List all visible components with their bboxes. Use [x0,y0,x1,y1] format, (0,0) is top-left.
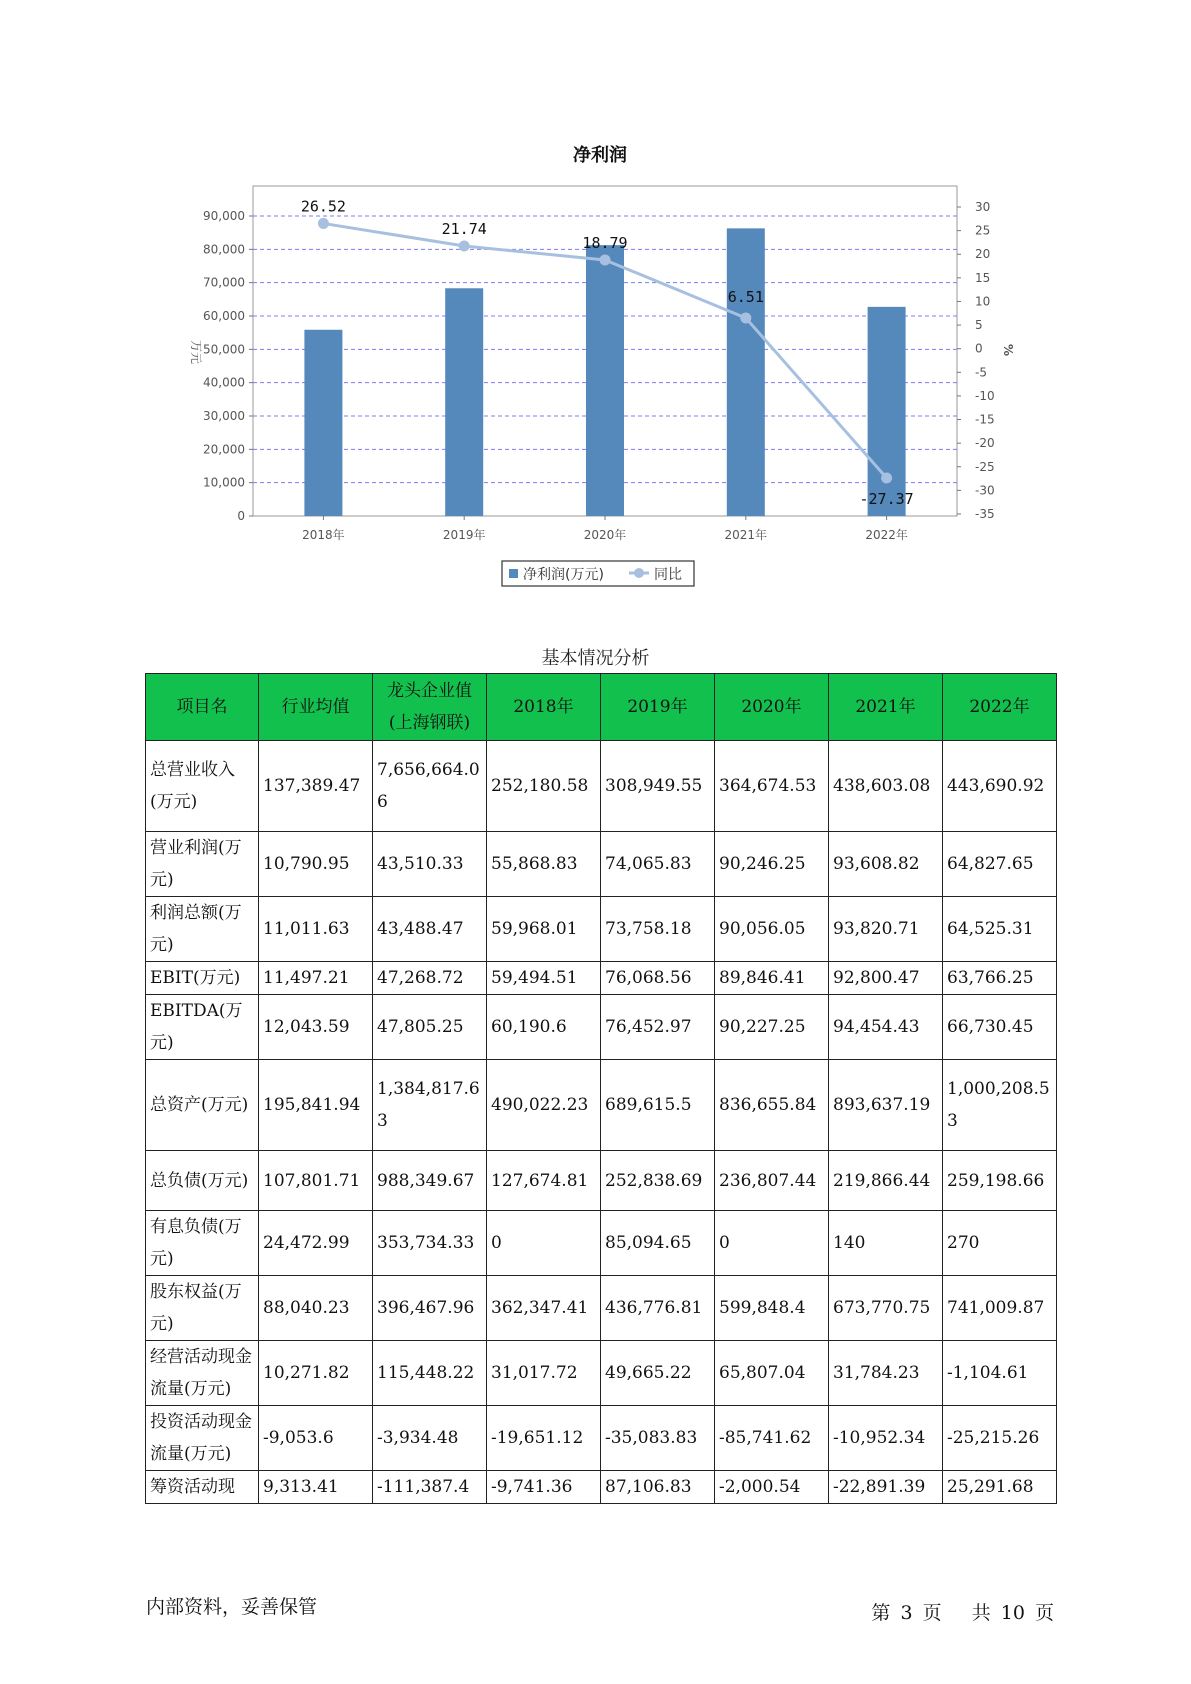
table-row [146,1060,1057,1151]
page-indicator [869,1598,1056,1625]
x-tick-label: 2020年 [583,528,627,542]
table-cell: 689,615.5 [601,1060,715,1151]
table-cell: 59,968.01 [487,897,601,962]
table-cell: -111,387.4 [373,1471,487,1504]
y2-tick-label: -15 [975,412,995,427]
table-cell: 438,603.08 [829,741,943,832]
y2-axis-label: % [1001,343,1015,357]
table-cell: 7,656,664.06 [373,741,487,832]
yoy-data-label: 26.52 [300,197,346,216]
y-tick-label: 10,000 [203,475,245,490]
y-tick-label: 20,000 [203,442,245,457]
table-cell: 59,494.51 [487,962,601,995]
row-label: 利润总额(万元) [146,897,259,962]
table-cell: 490,022.23 [487,1060,601,1151]
table-cell: 364,674.53 [715,741,829,832]
table-header-cell: 龙头企业值(上海钢联) [373,674,487,741]
table-cell: 1,384,817.63 [373,1060,487,1151]
table-cell: 64,525.31 [943,897,1057,962]
legend-line-label: 同比 [654,567,682,583]
table-cell: 252,180.58 [487,741,601,832]
row-label: 投资活动现金流量(万元) [146,1406,259,1471]
table-cell: 43,510.33 [373,832,487,897]
table-cell: 31,017.72 [487,1341,601,1406]
row-label: 总资产(万元) [146,1060,259,1151]
table-cell: 90,246.25 [715,832,829,897]
yoy-point [318,218,329,229]
chart-svg [0,0,1191,600]
table-cell: 43,488.47 [373,897,487,962]
table-cell: 252,838.69 [601,1151,715,1211]
y-tick-label: 70,000 [203,275,245,290]
table-cell: 24,472.99 [259,1211,373,1276]
bar [304,330,342,516]
bar [868,307,906,516]
y2-tick-label: -5 [975,365,987,380]
table-header-row [146,674,1057,741]
table-header-cell: 2019年 [601,674,715,741]
table-cell: 988,349.67 [373,1151,487,1211]
table-cell: -19,651.12 [487,1406,601,1471]
table-cell: -22,891.39 [829,1471,943,1504]
table-row [146,897,1057,962]
table-header-cell: 2018年 [487,674,601,741]
table-cell: 11,497.21 [259,962,373,995]
table-cell: 10,271.82 [259,1341,373,1406]
table-cell: 127,674.81 [487,1151,601,1211]
y2-tick-label: -30 [975,483,995,498]
table-cell: 107,801.71 [259,1151,373,1211]
y2-tick-label: 25 [975,223,991,238]
table-cell: 673,770.75 [829,1276,943,1341]
table-cell: 893,637.19 [829,1060,943,1151]
table-header-cell: 2021年 [829,674,943,741]
table-row [146,1151,1057,1211]
table-cell: -10,952.34 [829,1406,943,1471]
yoy-point [600,254,611,265]
legend-line-marker [634,568,644,578]
table-cell: 396,467.96 [373,1276,487,1341]
yoy-data-label: -27.37 [859,489,914,508]
table-cell: 362,347.41 [487,1276,601,1341]
table-cell: -3,934.48 [373,1406,487,1471]
table-header-cell: 项目名 [146,674,259,741]
table-cell: 195,841.94 [259,1060,373,1151]
table-cell: 115,448.22 [373,1341,487,1406]
table-cell: 49,665.22 [601,1341,715,1406]
table-cell: 66,730.45 [943,995,1057,1060]
bar [445,288,483,516]
table-cell: 1,000,208.53 [943,1060,1057,1151]
y2-tick-label: -25 [975,459,995,474]
yoy-point [740,312,751,323]
y2-tick-label: 20 [975,247,991,262]
table-cell: -9,053.6 [259,1406,373,1471]
table-cell: 31,784.23 [829,1341,943,1406]
page-mid: 页 [922,1602,942,1624]
row-label: EBITDA(万元) [146,995,259,1060]
yoy-point [881,472,892,483]
y2-tick-label: 15 [975,270,991,285]
table-cell: 219,866.44 [829,1151,943,1211]
table-cell: 10,790.95 [259,832,373,897]
row-label: 总营业收入(万元) [146,741,259,832]
table-cell: 47,805.25 [373,995,487,1060]
bar [727,228,765,516]
yoy-data-label: 18.79 [582,233,628,252]
table-cell: 137,389.47 [259,741,373,832]
table-cell: 74,065.83 [601,832,715,897]
table-cell: 88,040.23 [259,1276,373,1341]
table-cell: 60,190.6 [487,995,601,1060]
row-label: 有息负债(万元) [146,1211,259,1276]
y2-tick-label: 10 [975,294,991,309]
y2-tick-label: -20 [975,436,995,451]
table-cell: 836,655.84 [715,1060,829,1151]
table-cell: 741,009.87 [943,1276,1057,1341]
total-suffix: 页 [1034,1602,1054,1624]
confidential-note: 内部资料，妥善保管 [146,1596,318,1618]
y2-tick-label: -10 [975,388,995,403]
table-cell: 599,848.4 [715,1276,829,1341]
chart-title: 净利润 [573,145,627,166]
legend-bar-label: 净利润(万元) [523,567,604,583]
table-row [146,832,1057,897]
table-cell: 11,011.63 [259,897,373,962]
row-label: 筹资活动现 [146,1471,259,1504]
table-cell: 93,608.82 [829,832,943,897]
table-cell: 89,846.41 [715,962,829,995]
x-tick-label: 2022年 [865,528,908,542]
table-row [146,995,1057,1060]
table-cell: 64,827.65 [943,832,1057,897]
table-caption: 基本情况分析 [541,648,650,669]
table-cell: 63,766.25 [943,962,1057,995]
row-label: 股东权益(万元) [146,1276,259,1341]
table-cell: 73,758.18 [601,897,715,962]
row-label: 经营活动现金流量(万元) [146,1341,259,1406]
table-cell: 55,868.83 [487,832,601,897]
bar [586,245,624,516]
table-cell: -85,741.62 [715,1406,829,1471]
table-cell: 76,068.56 [601,962,715,995]
table-row [146,1276,1057,1341]
table-row [146,741,1057,832]
y2-tick-label: 30 [975,200,991,214]
y-tick-label: 60,000 [203,309,245,323]
table-cell: -1,104.61 [943,1341,1057,1406]
table-cell: 0 [487,1211,601,1276]
x-tick-label: 2021年 [724,528,768,542]
y-tick-label: 50,000 [203,342,245,357]
table-cell: 140 [829,1211,943,1276]
table-row [146,1211,1057,1276]
table-cell: 25,291.68 [943,1471,1057,1504]
table-cell: 90,056.05 [715,897,829,962]
x-tick-label: 2019年 [442,528,486,542]
table-cell: 308,949.55 [601,741,715,832]
table-header-cell: 2022年 [943,674,1057,741]
total-prefix: 共 [971,1602,991,1624]
legend-bar-swatch [509,569,518,578]
yoy-data-label: 6.51 [727,287,764,306]
y-axis-label: 万元 [189,339,203,365]
yoy-point [459,241,470,252]
row-label: 营业利润(万元) [146,832,259,897]
analysis-table [145,673,1057,1504]
table-header-cell: 2020年 [715,674,829,741]
table-cell: 76,452.97 [601,995,715,1060]
y-tick-label: 80,000 [203,242,245,257]
row-label: EBIT(万元) [146,962,259,995]
table-cell: -35,083.83 [601,1406,715,1471]
table-cell: 270 [943,1211,1057,1276]
table-cell: 47,268.72 [373,962,487,995]
table-cell: 236,807.44 [715,1151,829,1211]
table-cell: -2,000.54 [715,1471,829,1504]
y-tick-label: 30,000 [203,409,245,423]
y-tick-label: 40,000 [203,375,245,390]
y2-tick-label: 5 [975,318,983,333]
row-label: 总负债(万元) [146,1151,259,1211]
table-cell: 94,454.43 [829,995,943,1060]
table-row [146,962,1057,995]
table-cell: 259,198.66 [943,1151,1057,1211]
y2-tick-label: -35 [975,507,995,521]
table-cell: 353,734.33 [373,1211,487,1276]
table-cell: 443,690.92 [943,741,1057,832]
table-cell: 65,807.04 [715,1341,829,1406]
table-cell: -25,215.26 [943,1406,1057,1471]
table-row [146,1406,1057,1471]
table-cell: -9,741.36 [487,1471,601,1504]
table-cell: 0 [715,1211,829,1276]
x-tick-label: 2018年 [302,528,345,542]
page-prefix: 第 [871,1602,891,1624]
table-cell: 436,776.81 [601,1276,715,1341]
y-tick-label: 0 [237,509,245,523]
page-current: 3 [900,1602,913,1624]
y-tick-label: 90,000 [203,209,245,223]
table-cell: 90,227.25 [715,995,829,1060]
table-cell: 85,094.65 [601,1211,715,1276]
y2-tick-label: 0 [975,341,983,356]
net-profit-chart [0,0,1191,600]
table-row [146,1471,1057,1504]
table-cell: 93,820.71 [829,897,943,962]
table-header-cell: 行业均值 [259,674,373,741]
table-row [146,1341,1057,1406]
table-cell: 9,313.41 [259,1471,373,1504]
yoy-data-label: 21.74 [441,220,487,239]
page-total: 10 [1000,1602,1025,1624]
table-cell: 92,800.47 [829,962,943,995]
table-cell: 12,043.59 [259,995,373,1060]
table-cell: 87,106.83 [601,1471,715,1504]
